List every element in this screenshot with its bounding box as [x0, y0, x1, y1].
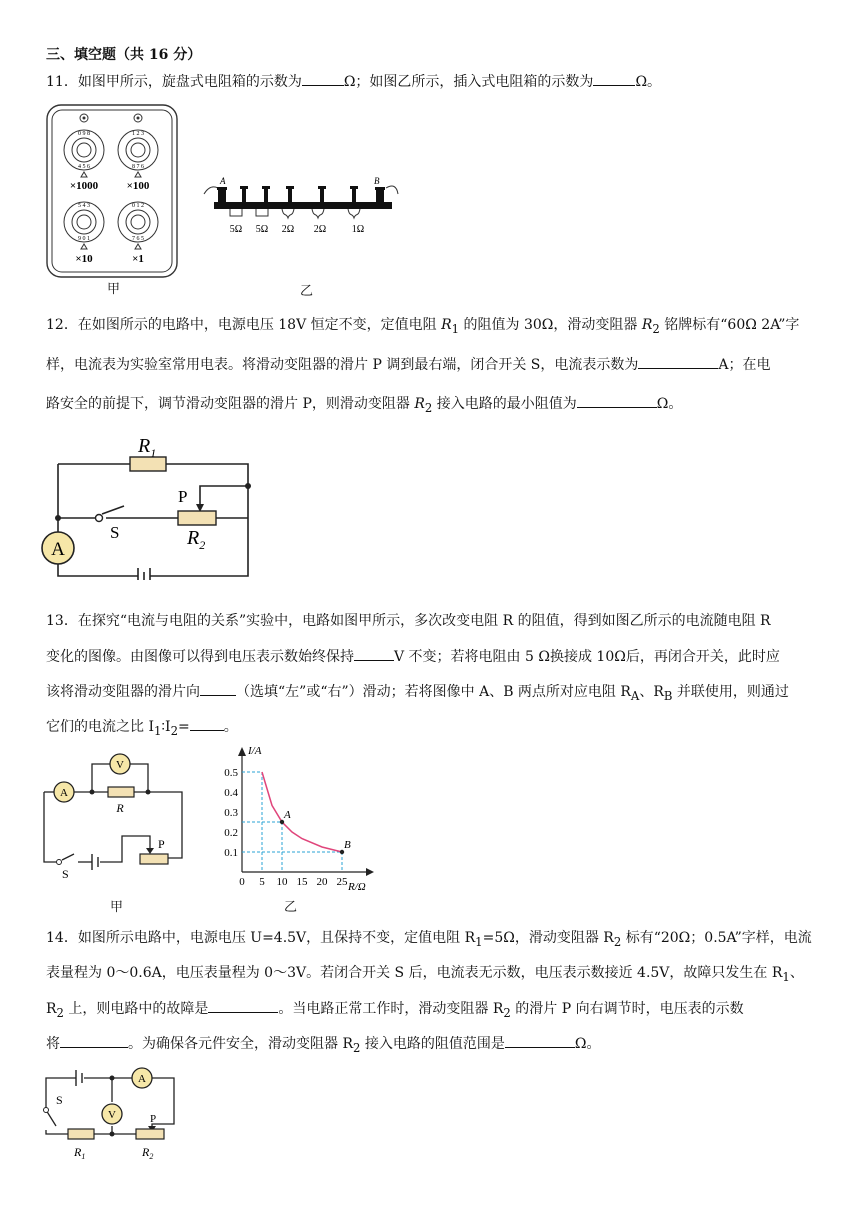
q14-blank-3[interactable] — [505, 1033, 575, 1048]
point-label-b: B — [344, 839, 351, 851]
plug-label-2: 5Ω — [255, 224, 269, 235]
svg-text:5 4 3: 5 4 3 — [78, 203, 90, 209]
q12-circuit-figure — [40, 428, 270, 580]
p-label: P — [150, 1113, 157, 1125]
svg-text:9 0 1: 9 0 1 — [78, 236, 90, 242]
plug-label-5: 1Ω — [351, 224, 365, 235]
svg-text:V: V — [108, 1109, 116, 1121]
section-title: 三、填空题（共 16 分） — [46, 47, 202, 63]
y-tick-label: 0.2 — [224, 827, 238, 839]
battery-icon — [76, 1070, 82, 1086]
q13-line-4: 它们的电流之比 $I_1∶I_2=$ 。 — [46, 716, 826, 741]
q11-dial-box-figure — [46, 104, 180, 280]
rheostat — [140, 854, 168, 864]
dial-label-1000: ×1000 — [69, 180, 99, 192]
y-axis-label: I/A — [248, 745, 262, 757]
x-tick-label: 0 — [239, 876, 245, 888]
y-tick-label: 0.5 — [224, 767, 238, 779]
r1-label: $R_1$ — [74, 1145, 86, 1161]
dial-x1 — [118, 202, 158, 249]
svg-text:V: V — [116, 759, 124, 771]
q14-line-2: 表量程为 0～0.6A，电压表量程为 0～3V。若闭合开关 S 后，电流表无示数，电压表示数接近 4.5V，故障只发生在 $R_1$、 — [46, 965, 804, 984]
q14-circuit-figure — [40, 1064, 190, 1164]
x-tick-label: 10 — [276, 876, 288, 888]
r2-label: $R_2$ — [142, 1145, 154, 1161]
svg-text:0 9 8: 0 9 8 — [78, 131, 90, 137]
terminal-a-label: A — [220, 176, 226, 186]
s-label: S — [110, 523, 120, 542]
q12-blank-2[interactable] — [577, 393, 657, 408]
svg-text:4 5 6: 4 5 6 — [78, 164, 90, 170]
q14-blank-1[interactable] — [208, 998, 278, 1013]
terminal-b-label: B — [374, 176, 380, 186]
x-tick-label: 15 — [296, 876, 308, 888]
y-tick-label: 0.1 — [224, 847, 238, 859]
q13-blank-3[interactable] — [190, 716, 224, 731]
q14-blank-2[interactable] — [60, 1033, 128, 1048]
q11-blank-2[interactable] — [593, 71, 635, 86]
battery-icon — [92, 854, 98, 870]
r1-resistor — [68, 1129, 94, 1139]
q14-line-1: 14．如图所示电路中，电源电压 U=4.5V，且保持不变，定值电阻 $R_1=5\Omega$，滑动变阻器 $R_2$ 标有“20Ω；0.5A”字样，电流 — [46, 930, 812, 949]
dial-x10 — [64, 202, 104, 249]
q12-line-1: 12．在如图所示的电路中，电源电压 18V 恒定不变，定值电阻 $R_1$ 的阻值为 30Ω，滑动变阻器 $R_2$ 铭牌标有“60Ω 2A”字 — [46, 317, 800, 336]
svg-text:0 1 2: 0 1 2 — [132, 203, 144, 209]
chart-axes — [238, 747, 374, 876]
svg-text:A: A — [60, 787, 68, 799]
q12-blank-1[interactable] — [638, 354, 718, 369]
p-label: P — [158, 837, 165, 851]
q13-blank-1[interactable] — [354, 646, 394, 661]
dial-x1000 — [64, 130, 104, 177]
r1-resistor — [130, 457, 166, 471]
q13-line-2: 变化的图像。由图像可以得到电压表示数始终保持 V 不变；若将电阻由 5 Ω换接成 10Ω后，再闭合开关，此时应 — [46, 646, 826, 667]
r-resistor — [108, 787, 134, 797]
r2-rheostat — [136, 1129, 164, 1139]
battery-icon — [138, 568, 150, 580]
q11-text: 11．如图甲所示，旋盘式电阻箱的示数为 Ω；如图乙所示，插入式电阻箱的示数为 Ω。 — [46, 71, 826, 92]
q11-caption-jia: 甲 — [107, 282, 121, 297]
plug-label-1: 5Ω — [229, 224, 243, 235]
q13-circuit-figure — [40, 748, 190, 878]
x-axis-label: R/Ω — [348, 881, 366, 893]
svg-text:1 2 3: 1 2 3 — [132, 131, 144, 137]
dial-label-10: ×10 — [75, 253, 93, 265]
svg-text:8 7 6: 8 7 6 — [132, 164, 144, 170]
dial-x100 — [118, 130, 158, 177]
q13-caption-jia: 甲 — [110, 900, 124, 915]
svg-text:7 6 5: 7 6 5 — [132, 236, 144, 242]
q11-blank-1[interactable] — [302, 71, 344, 86]
y-tick-label: 0.4 — [224, 787, 238, 799]
q13-line-1: 13．在探究“电流与电阻的关系”实验中，电路如图甲所示，多次改变电阻 R 的阻值，得到如图乙所示的电流随电阻 R — [46, 613, 771, 629]
r1-label: $R_1$ — [138, 435, 157, 460]
svg-text:A: A — [51, 539, 65, 560]
s-label: S — [56, 1093, 63, 1107]
q12-line-2: 样，电流表为实验室常用电表。将滑动变阻器的滑片 P 调到最右端，闭合开关 S，电流表示数为 A；在电 — [46, 354, 826, 375]
r-label: R — [116, 801, 124, 815]
point-label-a: A — [284, 809, 291, 821]
q14-line-3: $R_2$ 上，则电路中的故障是 。当电路正常工作时，滑动变阻器 $R_2$ 的滑片 P 向右调节时，电压表的示数 — [46, 998, 826, 1023]
q12-line-3: 路安全的前提下，调节滑动变阻器的滑片 P，则滑动变阻器 $R_2$ 接入电路的最小阻值为 Ω。 — [46, 393, 826, 418]
dial-label-100: ×100 — [126, 180, 150, 192]
svg-text:A: A — [138, 1073, 146, 1085]
x-tick-label: 5 — [259, 876, 265, 888]
q14-line-4: 将 。为确保各元件安全，滑动变阻器 $R_2$ 接入电路的阻值范围是 Ω。 — [46, 1033, 826, 1058]
s-label: S — [62, 867, 69, 878]
q13-caption-yi: 乙 — [284, 900, 298, 915]
q11-caption-yi: 乙 — [300, 284, 314, 299]
x-tick-label: 25 — [336, 876, 348, 888]
i-r-curve — [262, 772, 342, 852]
plug-label-3: 2Ω — [281, 224, 295, 235]
y-tick-label: 0.3 — [224, 807, 238, 819]
x-tick-label: 20 — [316, 876, 328, 888]
plug-label-4: 2Ω — [313, 224, 327, 235]
p-label: P — [178, 487, 188, 506]
q13-blank-2[interactable] — [200, 681, 236, 696]
q11-plug-box-figure — [200, 172, 410, 242]
r2-rheostat — [178, 511, 216, 525]
q13-line-3: 该将滑动变阻器的滑片向 （选填“左”或“右”）滑动；若将图像中 A、B 两点所对应电阻 $R_A$、$R_B$ 并联使用，则通过 — [46, 681, 826, 706]
q13-chart — [208, 744, 378, 896]
r2-label: $R_2$ — [187, 527, 206, 552]
dial-label-1: ×1 — [132, 253, 144, 265]
